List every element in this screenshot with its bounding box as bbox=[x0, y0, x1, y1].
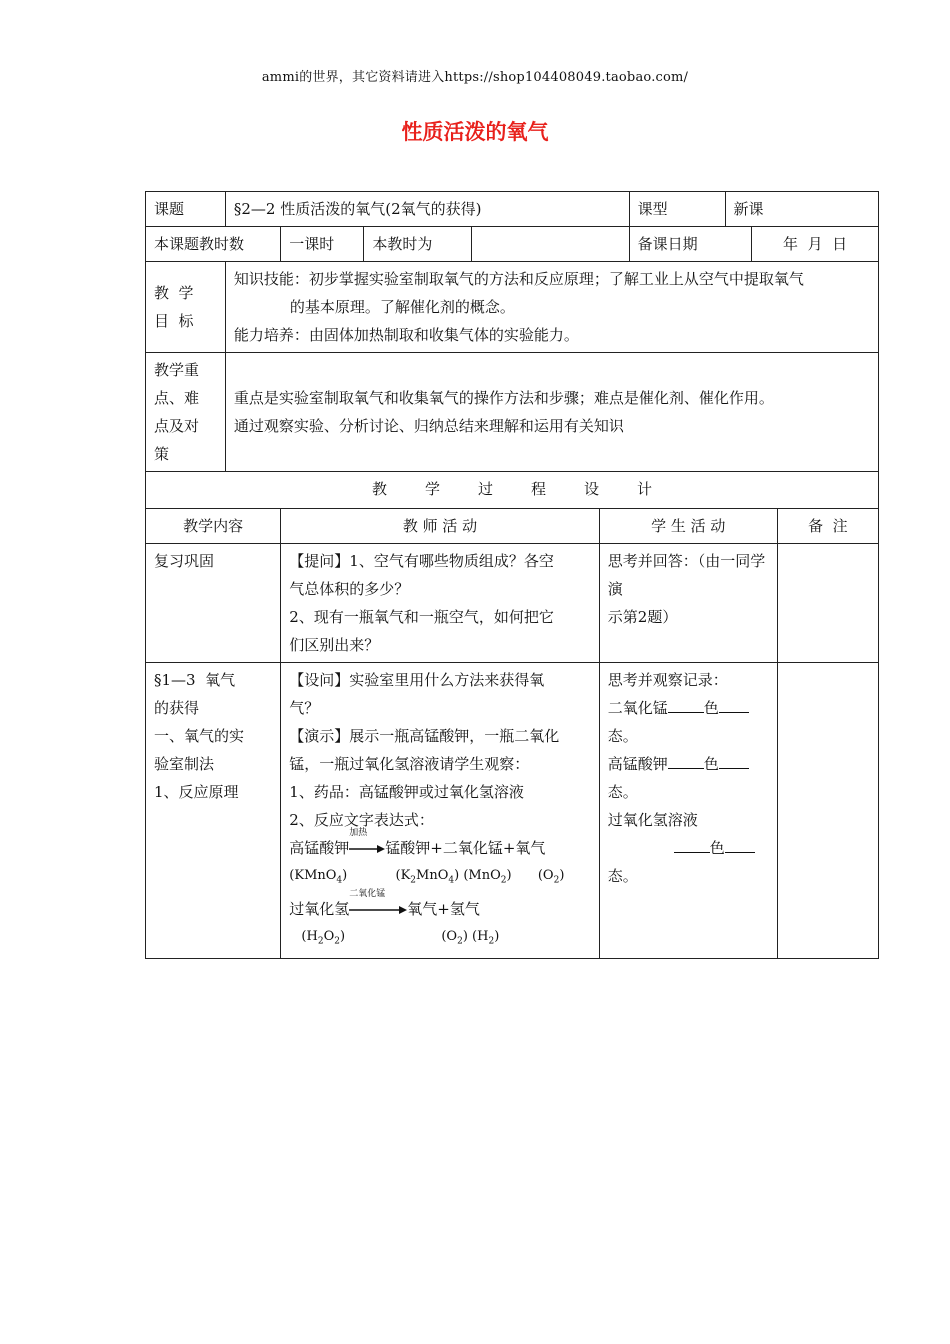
current-value bbox=[471, 227, 629, 262]
content-cell: 复习巩固 bbox=[146, 544, 281, 663]
type-label: 课型 bbox=[629, 192, 725, 227]
content-cell: §1—3 氧气 的获得 一、氧气的实 验室制法 1、反应原理 bbox=[146, 663, 281, 959]
column-header-teacher: 教 师 活 动 bbox=[281, 509, 600, 544]
goals-content bbox=[225, 262, 878, 353]
topic-label: 课题 bbox=[146, 192, 226, 227]
ability-goal: 能力培养：由固体加热制取和收集气体的实验能力。 bbox=[233, 326, 579, 344]
teacher-cell: 【提问】1、空气有哪些物质组成？各空 气总体积的多少？ 2、现有一瓶氧气和一瓶空气，如何把它 们区别出来？ bbox=[281, 544, 600, 663]
reaction-arrow-icon: 二氧化锰 bbox=[349, 903, 407, 917]
focus-key-points: 重点是实验室制取氧气和收集氧气的操作方法和步骤；难点是催化剂、催化作用。 bbox=[233, 389, 774, 407]
column-header-notes: 备 注 bbox=[777, 509, 878, 544]
observation-kmno4: 高锰酸钾 色态。 bbox=[608, 750, 769, 806]
answer-blank[interactable] bbox=[668, 752, 704, 769]
column-header-content: 教学内容 bbox=[146, 509, 281, 544]
type-value: 新课 bbox=[725, 192, 878, 227]
hours-value: 一课时 bbox=[281, 227, 364, 262]
answer-blank[interactable] bbox=[719, 752, 749, 769]
observation-h2o2: 色态。 bbox=[608, 834, 769, 890]
focus-label: 教学重 点、难 点及对 策 bbox=[146, 353, 226, 472]
notes-cell bbox=[777, 663, 878, 959]
answer-blank[interactable] bbox=[674, 836, 710, 853]
current-label: 本教时为 bbox=[364, 227, 472, 262]
goals-label: 教 学 目 标 bbox=[146, 262, 226, 353]
column-header-row bbox=[146, 509, 879, 544]
equation-1: 高锰酸钾 加热 锰酸钾+二氧化锰+氧气 bbox=[289, 828, 546, 857]
focus-content bbox=[225, 353, 878, 472]
notes-cell bbox=[777, 544, 878, 663]
answer-blank[interactable] bbox=[668, 696, 704, 713]
topic-row bbox=[146, 192, 879, 227]
equation-2-formulas: $(H_2O_2)$ $(O_2)$ $(H_2)$ bbox=[301, 928, 500, 947]
process-title-row bbox=[146, 472, 879, 509]
student-cell: 思考并观察记录： 二氧化锰 色态。 高锰酸钾 色态。 过氧化氢溶液 色态。 bbox=[599, 663, 777, 959]
table-row-review bbox=[146, 544, 879, 663]
hours-row bbox=[146, 227, 879, 262]
equation-1-formulas: (KMnO$_4$) $(K_2MnO_4)$ (MnO$_2$) $(O_2)$ bbox=[289, 868, 565, 886]
hours-label: 本课题教时数 bbox=[146, 227, 281, 262]
reaction-arrow-icon: 加热 bbox=[349, 842, 385, 856]
observation-mno2: 二氧化锰 色态。 bbox=[608, 694, 769, 750]
equation-2: 过氧化氢 二氧化锰 氧气+氢气 bbox=[289, 888, 480, 918]
answer-blank[interactable] bbox=[719, 696, 749, 713]
prep-date-label: 备课日期 bbox=[629, 227, 752, 262]
topic-value: §2—2 性质活泼的氧气(2氧气的获得) bbox=[225, 192, 629, 227]
focus-strategy: 通过观察实验、分析讨论、归纳总结来理解和运用有关知识 bbox=[233, 417, 624, 435]
teacher-cell: 【设问】实验室里用什么方法来获得氧 气？ 【演示】展示一瓶高锰酸钾，一瓶二氧化 锰，一瓶过氧化氢溶液请学生观察： 1、药品：高锰酸钾或过氧化氢溶液 2、反应文字表达式： 高锰酸钾 加热 锰酸钾+二氧化锰+氧气 (KMnO$_4$) $(K_2MnO_4)$ (MnO$_2$) $(O_2)$ 过氧化氢 二氧化锰 氧气+氢气 $(H_2O_2)$ $(O_2)$ $(H_2)$ bbox=[281, 663, 600, 959]
process-title: 教学过程设计 bbox=[146, 472, 879, 509]
focus-row bbox=[146, 353, 879, 472]
answer-blank[interactable] bbox=[725, 836, 755, 853]
page-title: 性质活泼的氧气 bbox=[401, 120, 549, 144]
knowledge-goal: 知识技能：初步掌握实验室制取氧气的方法和反应原理；了解工业上从空气中提取氧气 bbox=[233, 270, 804, 288]
table-row-oxygen bbox=[146, 663, 879, 959]
lesson-plan-table bbox=[145, 191, 879, 959]
prep-date-value: 年 月 日 bbox=[752, 227, 879, 262]
column-header-student: 学 生 活 动 bbox=[599, 509, 777, 544]
goals-row bbox=[146, 262, 879, 353]
knowledge-goal-cont: 的基本原理。了解催化剂的概念。 bbox=[289, 298, 515, 316]
student-cell: 思考并回答：（由一同学演 示第2题） bbox=[599, 544, 777, 663]
page-header: ammi的世界，其它资料请进入https://shop104408049.taobao.com/ bbox=[261, 70, 689, 85]
